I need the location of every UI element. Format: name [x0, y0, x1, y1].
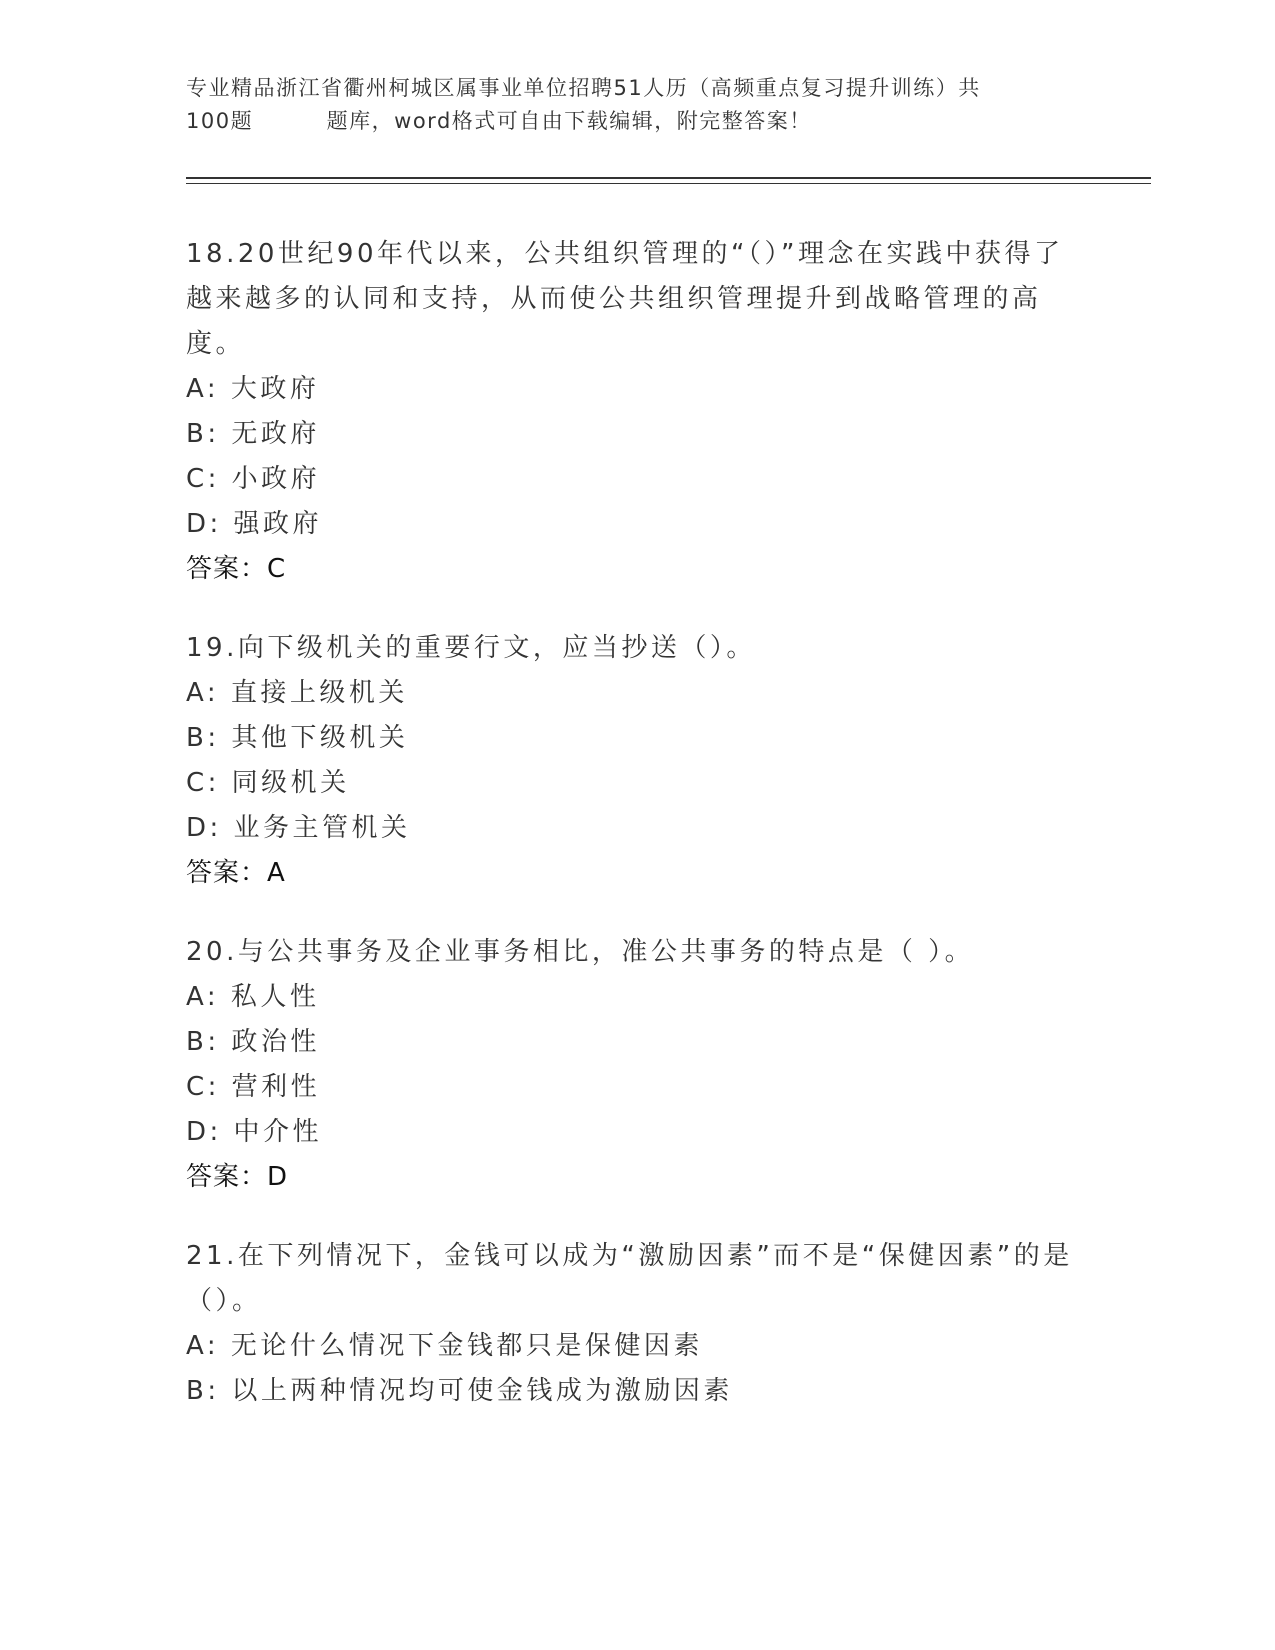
question-text: 20.与公共事务及企业事务相比，准公共事务的特点是（ ）。	[186, 937, 975, 967]
answer-line: 答案：D	[186, 1162, 289, 1192]
question-21	[186, 1234, 1086, 1414]
question-text: 19.向下级机关的重要行文，应当抄送（）。	[186, 633, 756, 663]
header-line-2: 100题 题库，word格式可自由下载编辑，附完整答案！	[186, 109, 812, 133]
question-18	[186, 232, 1086, 592]
option-a: A: 无论什么情况下金钱都只是保健因素	[186, 1331, 703, 1361]
option-a: A: 私人性	[186, 982, 320, 1012]
option-c: C: 小政府	[186, 464, 321, 494]
answer-line: 答案：A	[186, 858, 286, 888]
answer-line: 答案：C	[186, 554, 287, 584]
option-d: D: 业务主管机关	[186, 813, 411, 843]
option-c: C: 同级机关	[186, 768, 350, 798]
question-text: 18.20世纪90年代以来，公共组织管理的“（）”理念在实践中获得了越来越多的认同和支持，从而使公共组织管理提升到战略管理的高度。	[186, 239, 1064, 359]
option-d: D: 中介性	[186, 1117, 323, 1147]
header-rule-thin	[186, 183, 1151, 184]
question-text: 21.在下列情况下，金钱可以成为“激励因素”而不是“保健因素”的是（）。	[186, 1241, 1073, 1316]
option-b: B: 政治性	[186, 1027, 320, 1057]
header-line-1: 专业精品浙江省衢州柯城区属事业单位招聘51人历（高频重点复习提升训练）共	[186, 76, 981, 100]
option-a: A: 大政府	[186, 374, 320, 404]
option-b: B: 无政府	[186, 419, 320, 449]
question-20	[186, 930, 1086, 1200]
document-header	[186, 72, 1106, 138]
header-rule-thick	[186, 177, 1151, 179]
option-a: A: 直接上级机关	[186, 678, 408, 708]
option-b: B: 以上两种情况均可使金钱成为激励因素	[186, 1376, 733, 1406]
option-b: B: 其他下级机关	[186, 723, 409, 753]
question-19	[186, 626, 1086, 896]
option-d: D: 强政府	[186, 509, 323, 539]
question-list	[186, 232, 1086, 1448]
option-c: C: 营利性	[186, 1072, 321, 1102]
